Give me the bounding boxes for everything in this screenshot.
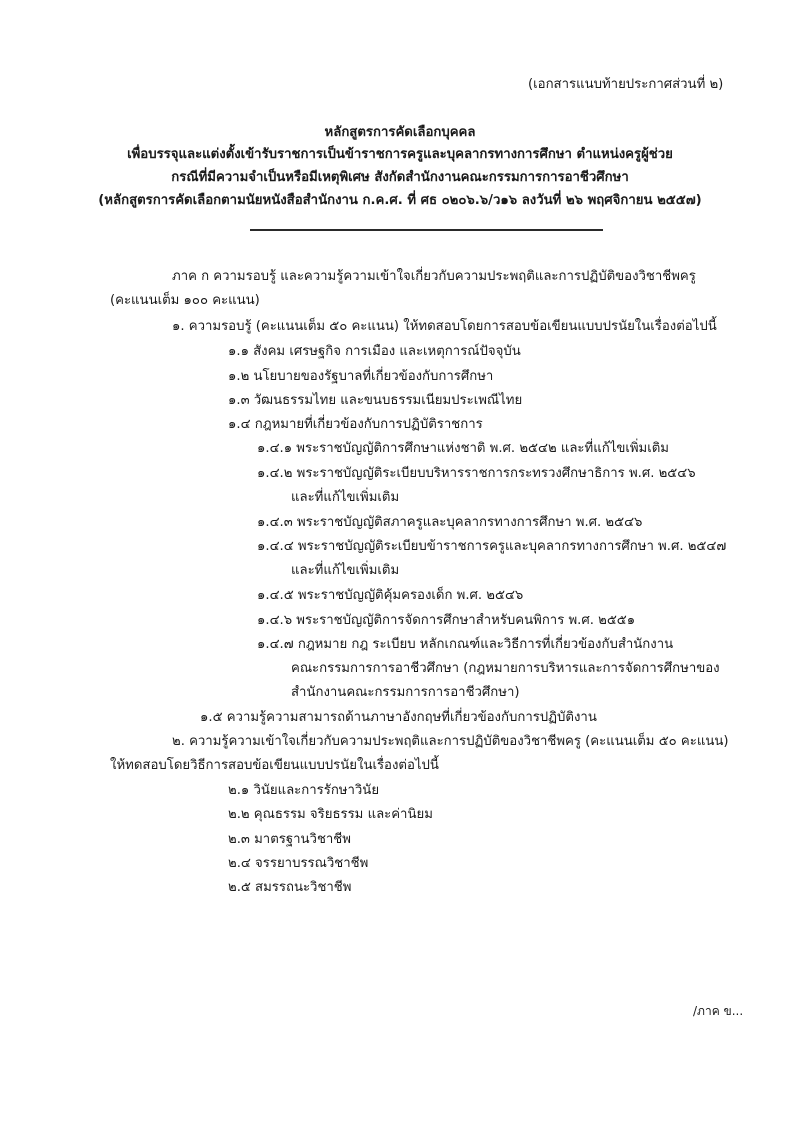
law-item-1-4-7-cont1: คณะกรรมการการอาชีวศึกษา (กฎหมายการบริหารและการจัดการศึกษาของ <box>291 661 720 676</box>
law-item-1-4-5: ๑.๔.๕ พระราชบัญญัติคุ้มครองเด็ก พ.ศ. ๒๕๔๖ <box>257 588 524 603</box>
list-item-2-4: ๒.๔ จรรยาบรรณวิชาชีพ <box>228 856 369 871</box>
title-line-2: เพื่อบรรจุและแต่งตั้งเข้ารับราชการเป็นข้าราชการครูและบุคลากรทางการศึกษา ตำแหน่งครูผู้ช่วย <box>127 147 673 162</box>
list-item-2-2: ๒.๒ คุณธรรม จริยธรรม และค่านิยม <box>228 807 433 822</box>
list-item-1-3: ๑.๓ วัฒนธรรมไทย และขนบธรรมเนียมประเพณีไทย <box>228 393 523 408</box>
title-line-4: (หลักสูตรการคัดเลือกตามนัยหนังสือสำนักงาน ก.ค.ศ. ที่ ศธ ๐๒๐๖.๖/ว๑๖ ลงวันที่ ๒๖ พฤศจิกายน ๒๕๕๗) <box>98 193 702 208</box>
continuation-note: /ภาค ข... <box>693 1004 744 1018</box>
law-item-1-4-7: ๑.๔.๗ กฎหมาย กฎ ระเบียบ หลักเกณฑ์และวิธีการที่เกี่ยวข้องกับสำนักงาน <box>257 637 674 652</box>
law-item-1-4-2-cont: และที่แก้ไขเพิ่มเติม <box>291 490 400 505</box>
list-item-1-4: ๑.๔ กฎหมายที่เกี่ยวข้องกับการปฏิบัติราชการ <box>228 417 483 432</box>
list-item-1-2: ๑.๒ นโยบายของรัฐบาลที่เกี่ยวข้องกับการศึกษา <box>228 369 494 384</box>
title-line-3: กรณีที่มีความจำเป็นหรือมีเหตุพิเศษ สังกัดสำนักงานคณะกรรมการการอาชีวศึกษา <box>171 170 629 185</box>
law-item-1-4-7-cont2: สำนักงานคณะกรรมการการอาชีวศึกษา) <box>291 685 520 700</box>
law-item-1-4-6: ๑.๔.๖ พระราชบัญญัติการจัดการศึกษาสำหรับคนพิการ พ.ศ. ๒๕๕๑ <box>257 613 636 628</box>
list-item-2-3: ๒.๓ มาตรฐานวิชาชีพ <box>228 832 351 847</box>
list-item-2-5: ๒.๕ สมรรถนะวิชาชีพ <box>228 880 352 895</box>
list-item-1-1: ๑.๑ สังคม เศรษฐกิจ การเมือง และเหตุการณ์ปัจจุบัน <box>228 344 521 359</box>
list-item-2-1: ๒.๑ วินัยและการรักษาวินัย <box>228 783 380 798</box>
law-item-1-4-1: ๑.๔.๑ พระราชบัญญัติการศึกษาแห่งชาติ พ.ศ. ๒๕๔๒ และที่แก้ไขเพิ่มเติม <box>257 441 669 456</box>
law-item-1-4-3: ๑.๔.๓ พระราชบัญญัติสภาครูและบุคลากรทางการศึกษา พ.ศ. ๒๕๔๖ <box>257 515 643 530</box>
title-line-1: หลักสูตรการคัดเลือกบุคคล <box>324 125 476 140</box>
list-item-1-5: ๑.๕ ความรู้ความสามารถด้านภาษาอังกฤษที่เกี่ยวข้องกับการปฏิบัติงาน <box>200 710 597 725</box>
part1-intro: ๑. ความรอบรู้ (คะแนนเต็ม ๕๐ คะแนน) ให้ทดสอบโดยการสอบข้อเขียนแบบปรนัยในเรื่องต่อไปนี้ <box>172 319 717 334</box>
part2-intro-cont: ให้ทดสอบโดยวิธีการสอบข้อเขียนแบบปรนัยในเรื่องต่อไปนี้ <box>110 758 439 773</box>
section-a-heading: ภาค ก ความรอบรู้ และความรู้ความเข้าใจเกี่ยวกับความประพฤติและการปฏิบัติของวิชาชีพครู <box>172 269 696 284</box>
law-item-1-4-2: ๑.๔.๒ พระราชบัญญัติระเบียบบริหารราชการกระทรวงศึกษาธิการ พ.ศ. ๒๕๔๖ <box>257 466 696 481</box>
title-divider <box>250 229 603 231</box>
part2-intro: ๒. ความรู้ความเข้าใจเกี่ยวกับความประพฤติและการปฏิบัติของวิชาชีพครู (คะแนนเต็ม ๕๐ คะแนน) <box>172 734 729 749</box>
attachment-note: (เอกสารแนบท้ายประกาศส่วนที่ ๒) <box>528 77 724 92</box>
law-item-1-4-4-cont: และที่แก้ไขเพิ่มเติม <box>291 563 400 578</box>
section-a-score-note: (คะแนนเต็ม ๑๐๐ คะแนน) <box>110 293 260 308</box>
law-item-1-4-4: ๑.๔.๔ พระราชบัญญัติระเบียบข้าราชการครูและบุคลากรทางการศึกษา พ.ศ. ๒๕๔๗ <box>257 539 727 554</box>
